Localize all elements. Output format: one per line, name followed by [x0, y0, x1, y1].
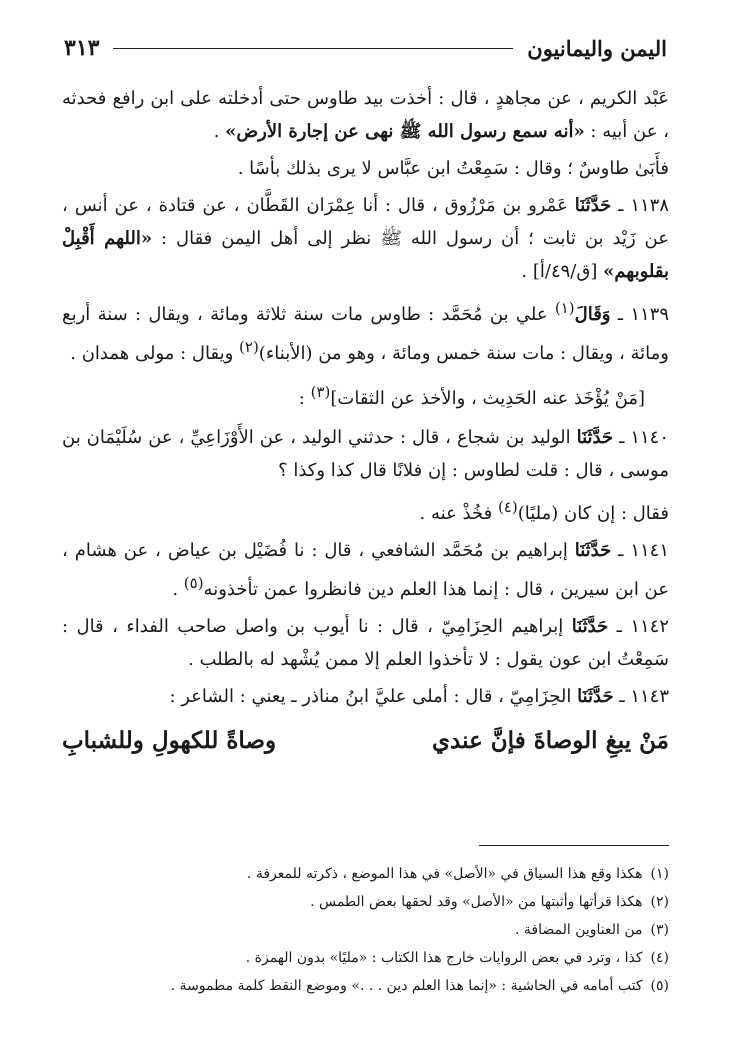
hadith-end: . [172, 579, 184, 600]
hadith-number: ١١٤٠ ـ [613, 427, 670, 448]
footnote-number: (٤) [650, 950, 669, 966]
footnote-text: كتب أمامه في الحاشية : «إنما هذا العلم دين . . .» وموضع النقط كلمة مطموسة . [170, 978, 643, 994]
poem-first-hemistich: مَنْ يبغِ الوصاةَ فإنَّ عندي [432, 727, 669, 754]
paragraph-end: . [213, 121, 226, 142]
poem-second-hemistich: وصاةً للكهولِ وللشبابِ [62, 727, 277, 754]
footnote-marker: (٤) [497, 498, 518, 516]
footnote-5 [62, 972, 669, 1000]
hadith-1140 [62, 421, 669, 487]
manuscript-ref: [ق/٤٩/أ] . [521, 261, 604, 282]
hadith-text: إبراهيم الحِزَامِيّ ، قال : نا أيوب بن واصل صاحب الفداء ، قال : سَمِعْتُ ابن عون يقول : لا تأخذوا العلم إلا ممن يُشْهد له بالطلب . [62, 616, 669, 670]
footnote-1 [62, 860, 669, 888]
footnote-marker: (٢) [239, 338, 259, 356]
hadith-1142 [62, 610, 669, 676]
footnote-3 [62, 916, 669, 944]
heading-text: [مَنْ يُؤْخَذ عنه الحَدِيث ، والأخذ عن الثقات] [330, 388, 645, 409]
paragraph-2 [62, 152, 669, 185]
paragraph-text: عَبْد الكريم ، عن مجاهدٍ ، قال : أخذت بيد طاوس حتى أدخلته على ابن رافع فحدثه ، عن أبيه : [62, 88, 669, 142]
hadith-number: ١١٤١ ـ [611, 540, 670, 561]
narration-word: حَدَّثَنَا [571, 616, 609, 637]
hadith-number: ١١٣٨ ـ [611, 195, 670, 216]
footnote-separator [479, 845, 669, 846]
poem-verse [62, 723, 669, 759]
hadith-text: ويقال : مولى همدان . [70, 343, 240, 364]
hadith-1140-reply [62, 491, 669, 530]
footnote-2 [62, 888, 669, 916]
footnote-text: هكذا قرأتها وأثبتها من «الأصل» وقد لحقها بعض الطمس . [310, 894, 643, 910]
narration-word: وَقَالَ [574, 304, 611, 325]
section-heading [62, 376, 645, 415]
narration-word: حَدَّثَنَا [576, 427, 614, 448]
footnote-4 [62, 944, 669, 972]
narration-word: حَدَّثَنَا [577, 686, 614, 707]
hadith-text: إبراهيم بن مُحَمَّد الشافعي ، قال : نا فُضَيْل بن عياض ، عن هشام ، عن ابن سيرين ، قال : إنما هذا العلم دين فانظروا عمن تأخذونه [62, 540, 669, 600]
hadith-text: عَمْرو بن مَرْزُوق ، قال : أنا عِمْرَان القَطَّان ، عن قتادة ، عن أنس ، عن زَيْد بن ثابت ؛ أن رسول الله ﷺ نظر إلى أهل اليمن فقال : [62, 195, 669, 249]
footnote-text: من العناوين المضافة . [515, 922, 643, 938]
paragraph-text: فأَبَىٰ طاوسٌ ؛ وقال : سَمِعْتُ ابن عبَّاس لا يرى بذلك بأسًا . [237, 158, 669, 179]
hadith-number: ١١٣٩ ـ [610, 304, 669, 325]
hadith-1143 [62, 680, 669, 713]
footnote-marker: (١) [554, 299, 575, 317]
footnote-text: هكذا وقع هذا السياق في «الأصل» في هذا الموضع ، ذكرته للمعرفة . [246, 866, 643, 882]
hadith-quote: «اللهم أَقْبِلْ بقلوبهم» [62, 228, 669, 282]
hadith-number: ١١٤٢ ـ [608, 616, 670, 637]
footnote-number: (٥) [650, 978, 669, 994]
footnote-marker: (٥) [183, 574, 204, 592]
footnote-number: (٣) [650, 922, 669, 938]
hadith-1139 [62, 292, 669, 370]
hadith-text: علي بن مُحَمَّد : طاوس مات سنة ثلاثة ومائة ، ويقال : سنة أربع ومائة ، ويقال : مات سنة خمس ومائة ، وهو من (الأبناء) [62, 304, 669, 364]
hadith-text: فخُذْ عنه . [419, 503, 498, 524]
footnote-text: كذا ، وترد في بعض الروايات خارج هذا الكتاب : «مليًا» بدون الهمزة . [245, 950, 643, 966]
footnote-number: (١) [650, 866, 669, 882]
narration-word: حَدَّثَنَا [574, 195, 612, 216]
footnote-number: (٢) [650, 894, 669, 910]
hadith-1138 [62, 189, 669, 288]
main-text [62, 82, 669, 759]
heading-end: : [298, 388, 311, 409]
hadith-text: فقال : إن كان (مليًا) [517, 503, 669, 524]
hadith-quote: «أنه سمع رسول الله ﷺ نهى عن إجارة الأرض» [225, 121, 585, 142]
paragraph-1 [62, 82, 669, 148]
hadith-number: ١١٤٣ ـ [613, 686, 669, 707]
hadith-1141 [62, 534, 669, 606]
header-rule [113, 48, 513, 49]
page-number: ٣١٣ [64, 35, 100, 61]
narration-word: حَدَّثَنَا [574, 540, 612, 561]
page-header [64, 30, 667, 66]
footnotes [62, 860, 669, 1000]
hadith-text: الوليد بن شجاع ، قال : حدثني الوليد ، عن الأَوْزَاعِيِّ ، عن سُلَيْمَان بن موسى ، قال : قلت لطاوس : إن فلانًا قال كذا وكذا ؟ [62, 427, 669, 481]
footnote-marker: (٣) [310, 383, 331, 401]
hadith-text: الحِزَامِيّ ، قال : أملى عليَّ ابنُ مناذر ـ يعني : الشاعر : [169, 686, 578, 707]
running-title: اليمن واليمانيون [527, 35, 667, 61]
